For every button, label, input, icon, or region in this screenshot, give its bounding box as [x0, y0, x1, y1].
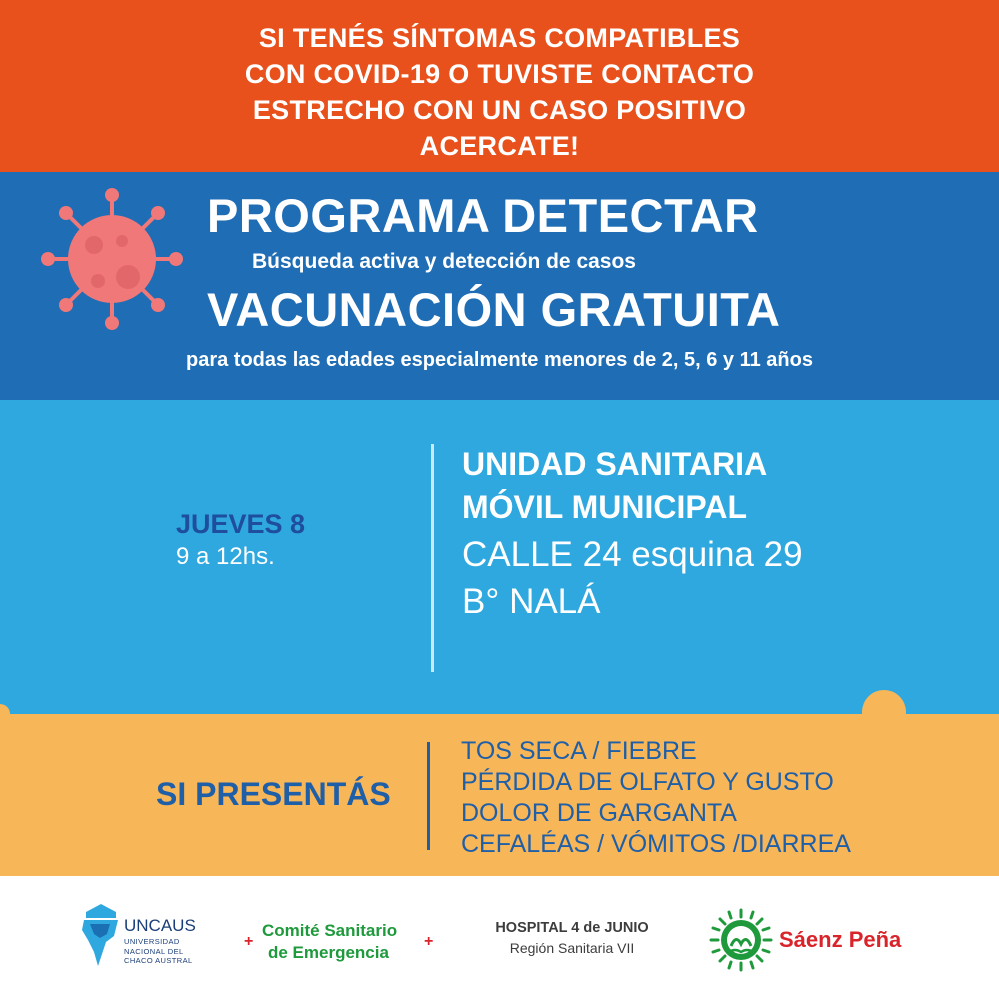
- sun-emblem-icon: [709, 908, 773, 972]
- address-neighborhood: B° NALÁ: [462, 582, 601, 621]
- comite-line: de Emergencia: [268, 943, 389, 962]
- program-title: PROGRAMA DETECTAR: [207, 189, 759, 242]
- uncaus-logo: [80, 902, 210, 972]
- decorative-circle: [862, 690, 906, 714]
- comite-logo: [244, 918, 444, 964]
- program-subtitle: Búsqueda activa y detección de casos: [252, 250, 636, 273]
- uncaus-subtitle: UNIVERSIDAD NACIONAL DEL CHACO AUSTRAL: [124, 937, 193, 965]
- unit-name-line: MÓVIL MUNICIPAL: [462, 489, 748, 525]
- hospital-region: Región Sanitaria VII: [509, 940, 635, 956]
- saenz-pena-logo: [709, 908, 939, 972]
- red-cross-icon: +: [244, 933, 254, 950]
- uncaus-name: UNCAUS: [124, 916, 196, 935]
- alert-banner: [0, 0, 999, 172]
- hospital-logo: [472, 918, 672, 964]
- sponsor-footer: [0, 876, 999, 999]
- schedule-hours: 9 a 12hs.: [176, 543, 275, 570]
- symptoms-section: [0, 714, 999, 876]
- symptom-item: TOS SECA / FIEBRE: [461, 737, 697, 765]
- alert-line: CON COVID-19 O TUVISTE CONTACTO: [244, 59, 755, 89]
- uncaus-map-icon: [80, 902, 122, 968]
- unit-name-line: UNIDAD SANITARIA: [462, 446, 768, 482]
- vaccination-title: VACUNACIÓN GRATUITA: [207, 283, 781, 336]
- symptom-item: DOLOR DE GARGANTA: [461, 799, 737, 827]
- program-banner: [0, 172, 999, 400]
- location-divider: [431, 444, 434, 672]
- alert-line: ESTRECHO CON UN CASO POSITIVO: [252, 95, 747, 125]
- alert-message: [0, 20, 999, 164]
- vaccination-subtitle: para todas las edades especialmente menores de 2, 5, 6 y 11 años: [186, 349, 813, 371]
- municipio-name: Sáenz Peña: [779, 927, 902, 952]
- decorative-circle: [0, 704, 10, 714]
- red-cross-icon: +: [424, 933, 434, 950]
- schedule-day: JUEVES 8: [176, 509, 306, 539]
- alert-line: SI TENÉS SÍNTOMAS COMPATIBLES: [258, 23, 741, 53]
- symptoms-label: SI PRESENTÁS: [156, 776, 391, 812]
- symptom-item: PÉRDIDA DE OLFATO Y GUSTO: [461, 768, 834, 796]
- hospital-name: HOSPITAL 4 de JUNIO: [495, 920, 649, 936]
- symptoms-divider: [427, 742, 430, 850]
- address-street: CALLE 24 esquina 29: [462, 535, 803, 574]
- symptom-item: CEFALÉAS / VÓMITOS /DIARREA: [461, 830, 851, 858]
- alert-line: ACERCATE!: [419, 131, 580, 161]
- comite-line: Comité Sanitario: [262, 921, 398, 940]
- virus-icon: [38, 185, 186, 333]
- location-section: [0, 400, 999, 714]
